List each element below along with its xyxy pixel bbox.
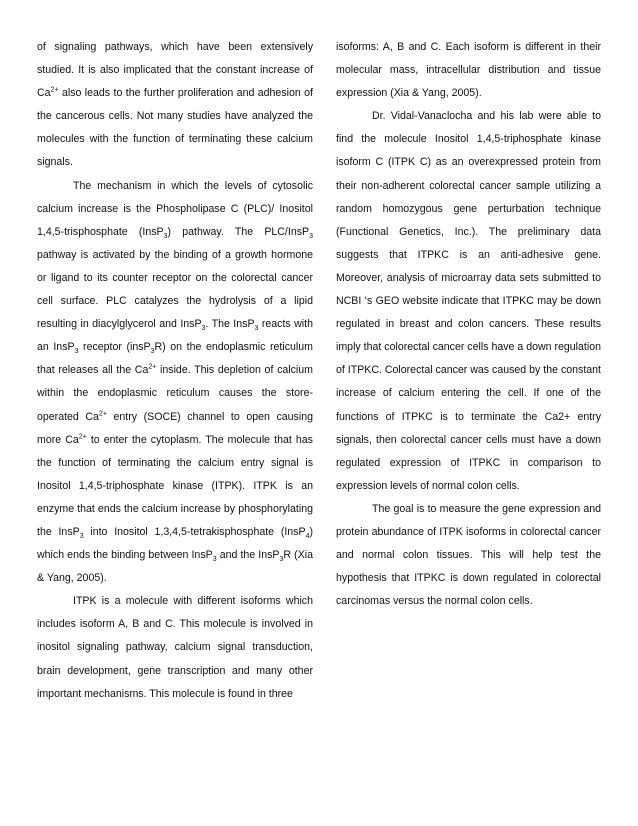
text-run: receptor (insP (78, 341, 151, 354)
text-run: R (Xia & Yang, 2005). (37, 549, 314, 585)
text-run: reacts with an InsP (37, 318, 313, 354)
subscript: 3 (163, 232, 168, 240)
right-paragraph-3: The goal is to measure the gene expression and protein abundance of ITPK isoforms in colorectal cancer and normal colon tissues. This will help test the hypothesis that ITPKC is down regulated in colorectal carcinomas versus the normal colon cells. (336, 502, 601, 608)
superscript: 2+ (148, 363, 157, 371)
subscript: 3 (150, 348, 155, 356)
left-paragraph-1 (37, 36, 313, 175)
subscript: 3 (309, 232, 313, 240)
subscript: 3 (279, 556, 284, 564)
text-run: to enter the cytoplasm. The molecule that has the function of terminating the calcium entry signal is Inositol 1,4,5-triphosphate kinase (ITPK). ITPK is an enzyme that ends the calcium increase by phosphorylating the InsP (37, 433, 313, 538)
subscript: 3 (74, 348, 79, 356)
left-column (37, 36, 313, 706)
text-run: into Inositol 1,3,4,5-tetrakisphosphate (InsP (83, 525, 306, 538)
right-paragraph-1: isoforms: A, B and C. Each isoform is different in their molecular mass, intracellular distribution and tissue expression (Xia & Yang, 2005). (336, 41, 601, 100)
text-run: ) pathway. The PLC/InsP (167, 225, 310, 238)
text-run: ) which ends the binding between InsP (37, 525, 313, 562)
subscript: 3 (254, 325, 259, 333)
subscript: 3 (79, 533, 84, 541)
text-run: also leads to the further proliferation and adhesion of the cancerous cells. Not many studies have analyzed the molecules with the function of terminating these calcium signals. (37, 87, 313, 169)
text-run: pathway is activated by the binding of a growth hormone or ligand to its counter receptor on the colorectal cancer cell surface. PLC catalyzes the hydrolysis of a lipid resulting in diacylglycerol and InsP (37, 248, 313, 331)
superscript: 2+ (50, 86, 59, 94)
right-column (336, 36, 601, 613)
superscript: 2+ (78, 433, 87, 441)
subscript: 3 (201, 325, 206, 333)
text-run: and the InsP (216, 549, 280, 562)
text-run: The mechanism in which the levels of cytosolic calcium increase is the Phospholipase C (PLC)/ Inositol 1,4,5-trisphosphate (InsP (37, 179, 313, 238)
subscript: 3 (212, 556, 217, 564)
text-run: entry (SOCE) channel to open causing more Ca (37, 410, 313, 446)
text-run: . The InsP (205, 318, 255, 331)
text-run: inside. This depletion of calcium within the endoplasmic reticulum causes the store-operated Ca (37, 364, 313, 423)
superscript: 2+ (98, 409, 107, 417)
right-paragraph-2: Dr. Vidal-Vanaclocha and his lab were able to find the molecule Inositol 1,4,5-triphosphate kinase isoform C (ITPK C) as an overexpressed protein from their non-adherent colorectal cancer sample utilizing a random homozygous gene perturbation technique (Functional Genetics, Inc.). The preliminary data suggests that ITPKC is an anti-adhesive gene. Moreover, analysis of microarray data sets submitted to NCBI ‘s GEO website indicate that ITPKC may be down regulated in breast and colon cancers. These results imply that colorectal cancer cells have a down regulation of ITPKC. Colorectal cancer was caused by the constant increase of calcium entering the cell. If one of the functions of ITPKC is to terminate the Ca2+ entry signals, then colorectal cancer cells must have a down regulated expression of ITPKC in comparison to expression levels of normal colon cells. (336, 110, 601, 492)
text-run: R) on the endoplasmic reticulum that releases all the Ca (37, 341, 313, 377)
subscript: 4 (305, 533, 310, 541)
left-paragraph-2 (37, 175, 313, 591)
left-paragraph-3: ITPK is a molecule with different isoforms which includes isoform A, B and C. This molecule is involved in inositol signaling pathway, calcium signal transduction, brain development, gene transcription and many other important mechanisms. This molecule is found in three (37, 595, 313, 700)
text-run: of signaling pathways, which have been extensively studied. It is also implicated that the constant increase of Ca (37, 41, 313, 100)
